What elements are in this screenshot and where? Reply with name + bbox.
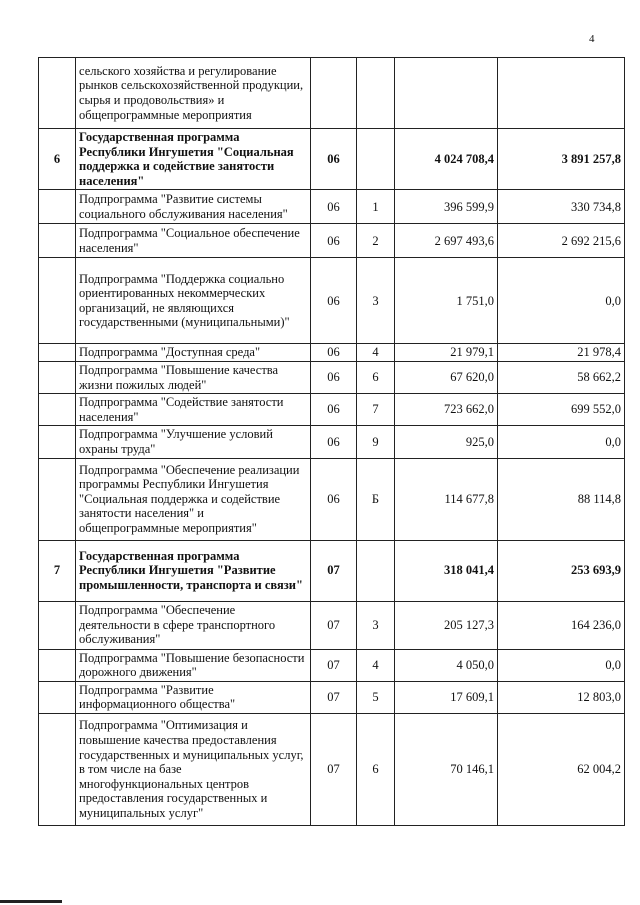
program-name: Подпрограмма "Улучшение условий охраны труда"	[76, 426, 311, 458]
row-number	[39, 713, 76, 825]
subprogram-row	[39, 426, 625, 458]
program-code: 07	[311, 649, 357, 681]
subprogram-code: 6	[357, 361, 395, 393]
amount-executed: 2 692 215,6	[498, 224, 625, 258]
row-number	[39, 58, 76, 129]
budget-table	[38, 57, 625, 826]
amount-planned: 70 146,1	[395, 713, 498, 825]
row-number	[39, 601, 76, 649]
program-name: Подпрограмма "Оптимизация и повышение качества предоставления государственных и муниципальных услуг, в том числе на базе многофункциональных центров предоставления государственных и муниципальных услуг"	[76, 713, 311, 825]
subprogram-row	[39, 224, 625, 258]
program-code: 06	[311, 258, 357, 344]
program-code: 06	[311, 344, 357, 362]
amount-executed: 58 662,2	[498, 361, 625, 393]
amount-planned: 396 599,9	[395, 190, 498, 224]
amount-planned: 205 127,3	[395, 601, 498, 649]
amount-planned: 1 751,0	[395, 258, 498, 344]
row-number	[39, 190, 76, 224]
amount-executed: 0,0	[498, 649, 625, 681]
amount-executed: 253 693,9	[498, 540, 625, 601]
subprogram-code: 3	[357, 601, 395, 649]
subprogram-row	[39, 58, 625, 129]
program-code: 07	[311, 540, 357, 601]
amount-planned: 925,0	[395, 426, 498, 458]
amount-executed: 12 803,0	[498, 681, 625, 713]
amount-executed: 699 552,0	[498, 394, 625, 426]
program-code: 06	[311, 224, 357, 258]
program-name: Подпрограмма "Доступная среда"	[76, 344, 311, 362]
subprogram-code	[357, 540, 395, 601]
program-code: 07	[311, 601, 357, 649]
program-code: 07	[311, 713, 357, 825]
program-row	[39, 129, 625, 190]
amount-executed: 330 734,8	[498, 190, 625, 224]
program-name: Подпрограмма "Обеспечение деятельности в сфере транспортного обслуживания"	[76, 601, 311, 649]
program-name: Подпрограмма "Развитие информационного общества"	[76, 681, 311, 713]
program-code: 06	[311, 361, 357, 393]
subprogram-code: 1	[357, 190, 395, 224]
program-name: Подпрограмма "Содействие занятости населения"	[76, 394, 311, 426]
page-number: 4	[589, 33, 595, 45]
amount-planned: 318 041,4	[395, 540, 498, 601]
row-number	[39, 681, 76, 713]
program-code: 06	[311, 394, 357, 426]
program-name: Подпрограмма "Обеспечение реализации программы Республики Ингушетия "Социальная поддержка и содействие занятости населения" и общепрограммные мероприятия"	[76, 458, 311, 540]
amount-executed	[498, 58, 625, 129]
program-name: Подпрограмма "Развитие системы социального обслуживания населения"	[76, 190, 311, 224]
amount-planned: 17 609,1	[395, 681, 498, 713]
program-code: 06	[311, 426, 357, 458]
subprogram-code: 3	[357, 258, 395, 344]
program-code: 07	[311, 681, 357, 713]
amount-executed: 21 978,4	[498, 344, 625, 362]
program-name: сельского хозяйства и регулирование рынков сельскохозяйственной продукции, сырья и продовольствия» и общепрограммные мероприятия	[76, 58, 311, 129]
amount-planned: 114 677,8	[395, 458, 498, 540]
program-code: 06	[311, 129, 357, 190]
subprogram-row	[39, 713, 625, 825]
amount-planned: 67 620,0	[395, 361, 498, 393]
program-code	[311, 58, 357, 129]
amount-executed: 3 891 257,8	[498, 129, 625, 190]
subprogram-row	[39, 344, 625, 362]
program-code: 06	[311, 458, 357, 540]
amount-planned: 723 662,0	[395, 394, 498, 426]
subprogram-code: 2	[357, 224, 395, 258]
row-number	[39, 344, 76, 362]
program-name: Подпрограмма "Повышение безопасности дорожного движения"	[76, 649, 311, 681]
row-number	[39, 458, 76, 540]
amount-planned: 21 979,1	[395, 344, 498, 362]
subprogram-code: Б	[357, 458, 395, 540]
row-number	[39, 258, 76, 344]
row-number	[39, 426, 76, 458]
program-name: Государственная программа Республики Ингушетия "Развитие промышленности, транспорта и связи"	[76, 540, 311, 601]
amount-executed: 62 004,2	[498, 713, 625, 825]
row-number	[39, 394, 76, 426]
program-name: Подпрограмма "Повышение качества жизни пожилых людей"	[76, 361, 311, 393]
amount-planned: 4 050,0	[395, 649, 498, 681]
row-number: 6	[39, 129, 76, 190]
program-code: 06	[311, 190, 357, 224]
amount-executed: 0,0	[498, 426, 625, 458]
subprogram-row	[39, 190, 625, 224]
subprogram-code: 5	[357, 681, 395, 713]
subprogram-code	[357, 58, 395, 129]
program-name: Подпрограмма "Социальное обеспечение населения"	[76, 224, 311, 258]
row-number	[39, 224, 76, 258]
amount-planned	[395, 58, 498, 129]
subprogram-row	[39, 681, 625, 713]
subprogram-code: 6	[357, 713, 395, 825]
subprogram-row	[39, 258, 625, 344]
program-name: Государственная программа Республики Ингушетия "Социальная поддержка и содействие занятости населения"	[76, 129, 311, 190]
subprogram-row	[39, 394, 625, 426]
subprogram-code: 4	[357, 344, 395, 362]
row-number	[39, 361, 76, 393]
amount-executed: 88 114,8	[498, 458, 625, 540]
scan-artifact	[0, 900, 62, 903]
subprogram-row	[39, 649, 625, 681]
amount-executed: 164 236,0	[498, 601, 625, 649]
subprogram-code: 7	[357, 394, 395, 426]
subprogram-code: 9	[357, 426, 395, 458]
subprogram-row	[39, 361, 625, 393]
subprogram-row	[39, 601, 625, 649]
row-number	[39, 649, 76, 681]
program-row	[39, 540, 625, 601]
amount-planned: 2 697 493,6	[395, 224, 498, 258]
amount-planned: 4 024 708,4	[395, 129, 498, 190]
row-number: 7	[39, 540, 76, 601]
subprogram-code	[357, 129, 395, 190]
subprogram-row	[39, 458, 625, 540]
subprogram-code: 4	[357, 649, 395, 681]
amount-executed: 0,0	[498, 258, 625, 344]
program-name: Подпрограмма "Поддержка социально ориентированных некоммерческих организаций, не являющихся государственными (муниципальными)"	[76, 258, 311, 344]
